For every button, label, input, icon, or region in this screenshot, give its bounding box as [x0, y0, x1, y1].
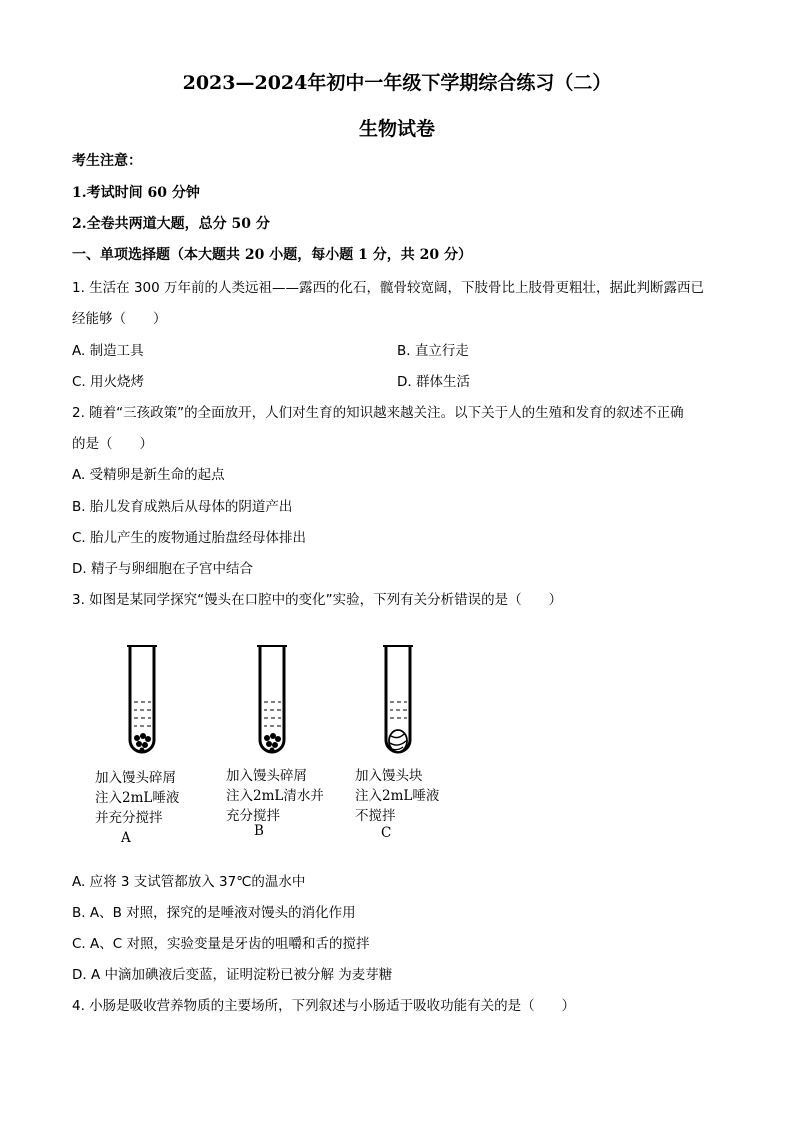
q2-stem-line1: 2. 随着“三孩政策”的全面放开，人们对生育的知识越来越关注。以下关于人的生殖和发育的叙述不正确	[72, 405, 684, 421]
tube-a-caption	[95, 768, 179, 828]
q1-stem-line1: 1. 生活在 300 万年前的人类远祖——露西的化石，髋骨较宽阔，下肢骨比上肢骨更粗壮，据此判断露西已	[72, 280, 705, 296]
tube-c-caption-line2: 注入2mL唾液	[355, 788, 440, 804]
test-tube-c	[380, 644, 416, 760]
tube-b-label: B	[254, 823, 264, 839]
test-tube-b	[254, 644, 290, 760]
q2-option-c: C. 胎儿产生的废物通过胎盘经母体排出	[72, 530, 307, 546]
q3-option-b: B. A、B 对照，探究的是唾液对馒头的消化作用	[72, 905, 356, 921]
tube-c-caption-line1: 加入馒头块	[355, 768, 423, 784]
tube-b-caption-line1: 加入馒头碎屑	[226, 768, 307, 784]
tube-b-caption-line3: 充分搅拌	[226, 808, 280, 824]
q2-option-a: A. 受精卵是新生命的起点	[72, 467, 225, 483]
q1-option-c: C. 用火烧烤	[72, 374, 145, 390]
tube-b-caption	[226, 766, 324, 826]
notice-heading: 考生注意：	[72, 153, 142, 169]
q3-option-d: D. A 中滴加碘液后变蓝，证明淀粉已被分解 为麦芽糖	[72, 967, 393, 983]
q1-stem-line2: 经能够（ ）	[72, 311, 167, 327]
exam-title: 2023—2024年初中一年级下学期综合练习（二）	[182, 72, 612, 94]
q2-option-b: B. 胎儿发育成熟后从母体的阴道产出	[72, 499, 293, 515]
tube-c-caption-line3: 不搅拌	[355, 808, 396, 824]
tube-c-label: C	[381, 825, 392, 841]
q1-option-b: B. 直立行走	[397, 343, 469, 359]
q2-stem-line2: 的是（ ）	[72, 436, 153, 452]
q1-option-d: D. 群体生活	[397, 374, 470, 390]
exam-subtitle: 生物试卷	[358, 118, 435, 140]
q3-option-c: C. A、C 对照，实验变量是牙齿的咀嚼和舌的搅拌	[72, 936, 370, 952]
notice-item-2: 2.全卷共两道大题，总分 50 分	[72, 216, 270, 232]
q1-option-a: A. 制造工具	[72, 343, 144, 359]
notice-item-1: 1.考试时间 60 分钟	[72, 185, 200, 201]
tube-b-caption-line2: 注入2mL清水并	[226, 788, 324, 804]
q2-option-d: D. 精子与卵细胞在子宫中结合	[72, 561, 253, 577]
q4-stem: 4. 小肠是吸收营养物质的主要场所，下列叙述与小肠适于吸收功能有关的是（ ）	[72, 998, 576, 1014]
q3-stem: 3. 如图是某同学探究“馒头在口腔中的变化”实验，下列有关分析错误的是（ ）	[72, 592, 563, 608]
tube-a-caption-line2: 注入2mL唾液	[95, 790, 180, 806]
tube-a-label: A	[121, 830, 131, 846]
section-heading: 一、单项选择题（本大题共 20 小题，每小题 1 分，共 20 分）	[72, 247, 472, 263]
tube-a-caption-line3: 并充分搅拌	[95, 810, 163, 826]
q3-option-a: A. 应将 3 支试管都放入 37℃的温水中	[72, 874, 306, 890]
tube-c-caption	[355, 766, 439, 826]
test-tube-a	[124, 644, 160, 760]
tube-a-caption-line1: 加入馒头碎屑	[95, 770, 176, 786]
